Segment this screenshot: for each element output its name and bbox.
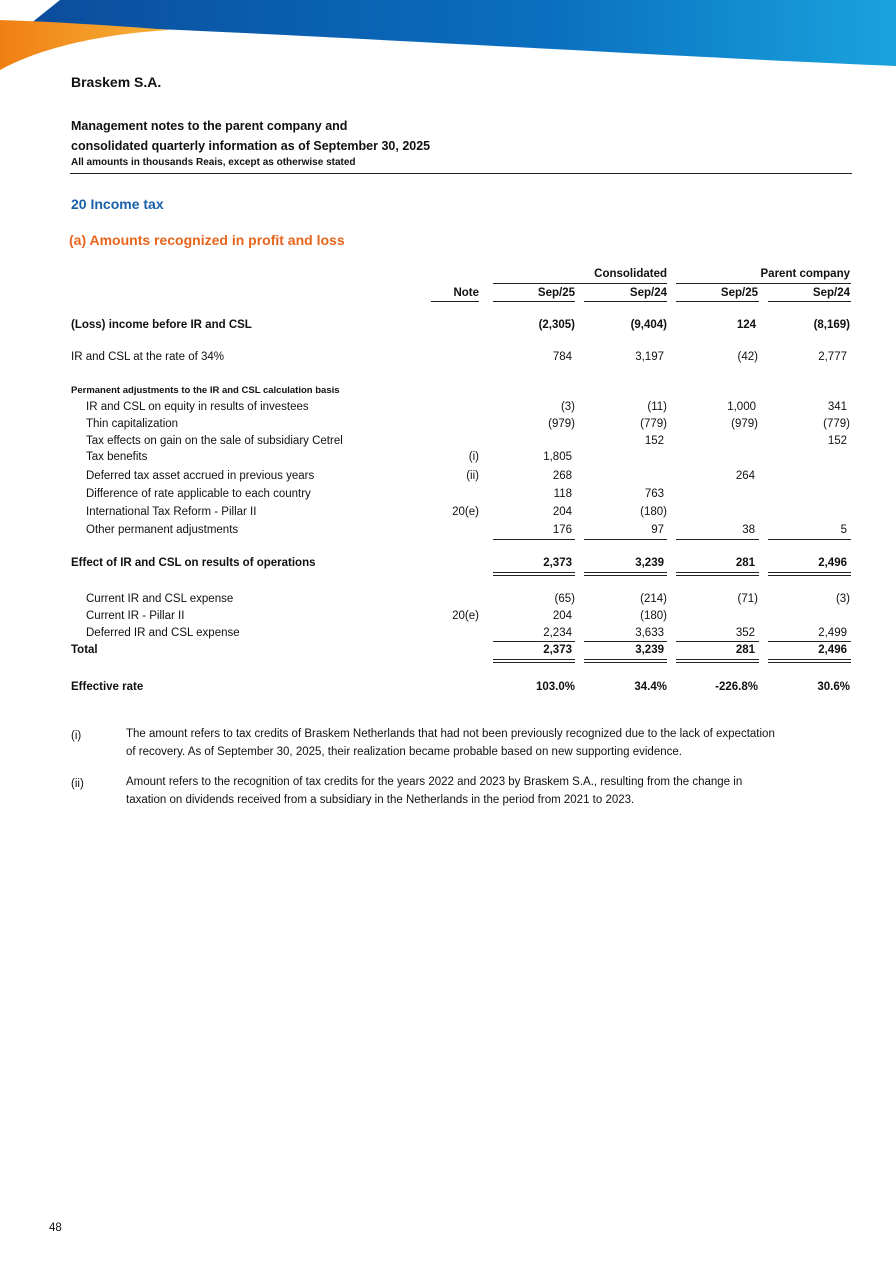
cell-c1: (2,305) <box>538 319 575 331</box>
cell-c1: 118 <box>553 488 572 500</box>
cell-p1: 281 <box>735 557 755 569</box>
cell-p2: 5 <box>840 524 847 536</box>
col-parent-sep25: Sep/25 <box>720 287 758 299</box>
col-consolidated-sep24: Sep/24 <box>629 287 667 299</box>
cell-p2: 30.6% <box>817 681 850 693</box>
header-line-1: Management notes to the parent company and <box>71 119 348 133</box>
rule-line <box>431 301 479 302</box>
group-consolidated: Consolidated <box>594 268 667 280</box>
cell-p1: 352 <box>735 627 755 639</box>
row-label: Difference of rate applicable to each country <box>86 488 311 500</box>
cell-c2: (11) <box>647 401 667 413</box>
cell-c1: (3) <box>560 401 575 413</box>
footnote-mark: (i) <box>71 730 82 742</box>
rule-line <box>584 575 667 576</box>
footnote-text: The amount refers to tax credits of Braskem Netherlands that had not been previously recognized due to the lack of expectation of recovery. As of September 30, 2025, their realization became probable based on new supporting evidence. <box>126 728 775 758</box>
cell-p1: (42) <box>737 351 758 363</box>
cell-c1: 204 <box>552 506 572 518</box>
cell-p2: 2,496 <box>818 557 847 569</box>
rule-line <box>493 575 575 576</box>
col-parent-sep24: Sep/24 <box>812 287 850 299</box>
rule-line <box>584 539 667 540</box>
rule-line <box>768 662 851 663</box>
row-label: Current IR - Pillar II <box>86 610 185 622</box>
cell-note: (ii) <box>466 470 479 482</box>
cell-c2: 34.4% <box>634 681 667 693</box>
cell-c1: 2,373 <box>543 557 572 569</box>
cell-c2: (779) <box>640 418 667 430</box>
cell-p2: 152 <box>827 435 847 447</box>
cell-c2: (214) <box>640 593 667 605</box>
rule-line <box>493 539 575 540</box>
cell-p2: 341 <box>827 401 847 413</box>
rule-line <box>493 659 575 660</box>
cell-c2: 152 <box>644 435 664 447</box>
cell-c2: 3,633 <box>635 627 664 639</box>
cell-c2: (9,404) <box>630 319 667 331</box>
cell-p2: 2,496 <box>818 644 847 656</box>
page-number: 48 <box>49 1222 62 1234</box>
row-label: Tax effects on gain on the sale of subsidiary Cetrel <box>86 435 343 447</box>
company-name: Braskem S.A. <box>71 74 162 90</box>
cell-c2: 3,239 <box>635 644 664 656</box>
cell-note: (i) <box>468 451 479 463</box>
cell-p1: 264 <box>735 470 755 482</box>
cell-c2: (180) <box>640 610 667 622</box>
rule-line <box>584 301 667 302</box>
footnote-mark: (ii) <box>71 778 84 790</box>
cell-c1: 1,805 <box>543 451 572 463</box>
cell-c1: 2,373 <box>543 644 572 656</box>
row-label: Tax benefits <box>86 451 148 463</box>
rule-line <box>584 641 667 642</box>
section-title: 20 Income tax <box>71 196 164 212</box>
cell-c2: 3,239 <box>635 557 664 569</box>
cell-c1: 784 <box>552 351 572 363</box>
row-label: Deferred IR and CSL expense <box>86 627 240 639</box>
cell-c1: 268 <box>552 470 572 482</box>
rule-line <box>676 283 851 284</box>
cell-p1: -226.8% <box>715 681 758 693</box>
rule-line <box>676 662 759 663</box>
rule-line <box>768 659 851 660</box>
rule-line <box>676 575 759 576</box>
header-divider <box>70 173 852 174</box>
col-note: Note <box>453 287 479 299</box>
row-label: Thin capitalization <box>86 418 179 430</box>
rule-line <box>584 659 667 660</box>
group-parent-company: Parent company <box>760 268 850 280</box>
rule-line <box>676 301 759 302</box>
rule-line <box>493 283 667 284</box>
row-label: Other permanent adjustments <box>86 524 239 536</box>
cell-c1: 103.0% <box>535 681 575 693</box>
row-label: (Loss) income before IR and CSL <box>71 319 252 331</box>
rule-line <box>493 301 575 302</box>
rule-line <box>768 301 851 302</box>
cell-c2: 3,197 <box>635 351 664 363</box>
header-banner <box>0 0 896 80</box>
cell-p1: 124 <box>736 319 756 331</box>
rule-line <box>768 539 851 540</box>
row-label: IR and CSL on equity in results of investees <box>86 401 309 413</box>
footnote-text: Amount refers to the recognition of tax credits for the years 2022 and 2023 by Braskem S.A., resulting from the change in taxation on dividends received from a subsidiary in the Netherlands in the period from 2021 to 2023. <box>126 776 743 806</box>
cell-p1: 281 <box>735 644 755 656</box>
cell-c2: (180) <box>640 506 667 518</box>
cell-p2: 2,777 <box>818 351 847 363</box>
row-label: Effective rate <box>71 681 144 693</box>
rule-line <box>768 575 851 576</box>
row-label: Current IR and CSL expense <box>86 593 234 605</box>
cell-c1: 204 <box>552 610 572 622</box>
cell-c2: 763 <box>644 488 664 500</box>
header-line-3: All amounts in thousands Reais, except as otherwise stated <box>71 157 356 168</box>
cell-c1: (65) <box>554 593 575 605</box>
row-label: Permanent adjustments to the IR and CSL calculation basis <box>71 385 340 396</box>
cell-c1: (979) <box>548 418 575 430</box>
rule-line <box>676 641 759 642</box>
col-consolidated-sep25: Sep/25 <box>537 287 575 299</box>
row-label: IR and CSL at the rate of 34% <box>71 351 224 363</box>
cell-c2: 97 <box>651 524 664 536</box>
header-line-2: consolidated quarterly information as of September 30, 2025 <box>71 139 431 153</box>
rule-line <box>676 539 759 540</box>
rule-line <box>493 641 575 642</box>
rule-line <box>493 572 575 573</box>
cell-c1: 2,234 <box>543 627 572 639</box>
rule-line <box>676 572 759 573</box>
rule-line <box>768 572 851 573</box>
rule-line <box>676 659 759 660</box>
cell-p1: 1,000 <box>727 401 756 413</box>
cell-p1: 38 <box>742 524 755 536</box>
cell-p2: (3) <box>835 593 850 605</box>
subsection-title: (a) Amounts recognized in profit and loss <box>69 232 345 248</box>
row-label: Total <box>71 644 98 656</box>
cell-note: 20(e) <box>452 506 479 518</box>
cell-note: 20(e) <box>452 610 479 622</box>
cell-p1: (71) <box>737 593 758 605</box>
cell-p2: 2,499 <box>818 627 847 639</box>
row-label: International Tax Reform - Pillar II <box>86 506 257 518</box>
cell-c1: 176 <box>552 524 572 536</box>
rule-line <box>768 641 851 642</box>
rule-line <box>584 662 667 663</box>
cell-p2: (8,169) <box>813 319 850 331</box>
row-label: Deferred tax asset accrued in previous years <box>86 470 315 482</box>
cell-p2: (779) <box>823 418 850 430</box>
rule-line <box>493 662 575 663</box>
rule-line <box>584 572 667 573</box>
cell-p1: (979) <box>731 418 758 430</box>
row-label: Effect of IR and CSL on results of operations <box>71 557 316 569</box>
